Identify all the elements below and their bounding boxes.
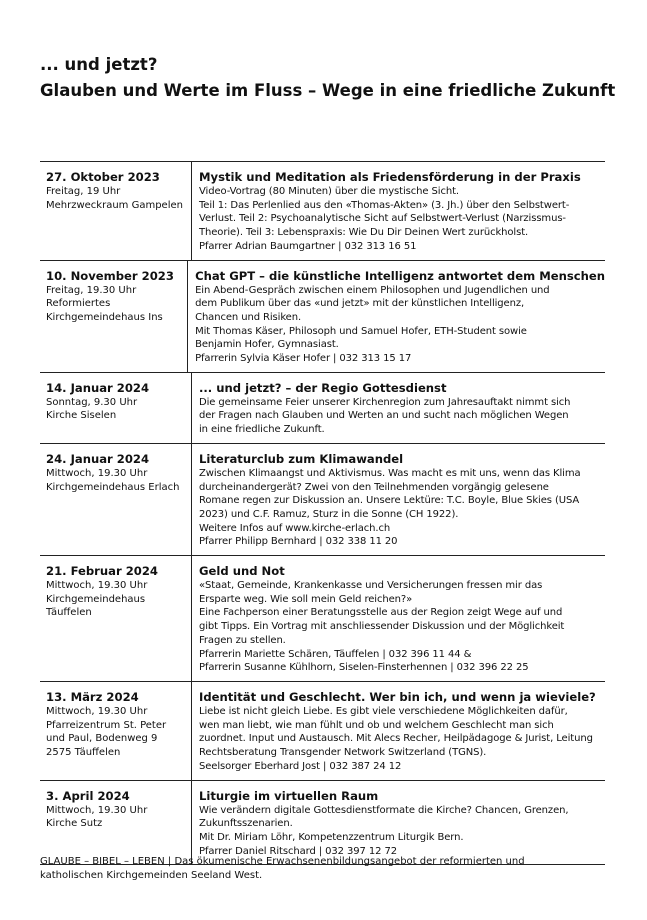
event-detail: Täuffelen [46,607,92,619]
event-text-line: Die gemeinsame Feier unserer Kirchenregion zum Jahresauftakt nimmt sich [199,396,571,408]
event-detail: Pfarreizentrum St. Peter [46,719,167,731]
footer [40,855,605,883]
events-table [40,161,605,865]
event-title: Mystik und Meditation als Friedensförderung in der Praxis [199,170,581,184]
event-row [40,444,605,556]
event-detail: Mittwoch, 19.30 Uhr [46,580,148,592]
event-detail: und Paul, Bodenweg 9 [46,733,158,745]
event-description-cell [192,556,605,681]
event-text-line: in eine friedliche Zukunft. [199,424,325,436]
event-text-line: Mit Dr. Miriam Löhr, Kompetenzzentrum Liturgik Bern. [199,831,464,843]
event-detail: Freitag, 19 Uhr [46,186,121,197]
event-info-cell [40,781,192,865]
event-title: Geld und Not [199,564,285,579]
event-text-line: Zukunftsszenarien. [199,818,293,830]
event-text-line: wen man liebt, wie man fühlt und ob und welchem Geschlecht man sich [199,719,554,731]
page-title [40,52,615,104]
event-text-line: Pfarrerin Mariette Schären, Täuffelen | 032 396 11 44 & [199,648,472,660]
event-text-line: Seelsorger Eberhard Jost | 032 387 24 12 [199,760,402,772]
event-text-line: Rechtsberatung Transgender Network Switzerland (TGNS). [199,747,487,759]
event-text-line: Pfarrerin Sylvia Käser Hofer | 032 313 15 17 [195,353,412,365]
event-text-line: Eine Fachperson einer Beratungsstelle aus der Region zeigt Wege auf und [199,607,563,619]
event-detail: Mittwoch, 19.30 Uhr [46,467,148,479]
event-info-cell [40,444,192,555]
event-info-cell [40,373,192,443]
event-row [40,682,605,781]
event-text-line: Liebe ist nicht gleich Liebe. Es gibt viele verschiedene Möglichkeiten dafür, [199,705,568,717]
event-detail: Reformiertes [46,298,111,310]
event-row [40,373,605,444]
event-description-cell [192,682,605,780]
event-info-cell [40,556,192,681]
event-description-cell [192,781,605,865]
event-date: 13. März 2024 [46,689,139,704]
event-detail: Kirche Sutz [46,818,103,830]
event-text-line: «Staat, Gemeinde, Krankenkasse und Versicherungen fressen mir das [199,580,543,592]
event-info-cell [40,162,192,260]
event-description-cell [192,444,605,555]
event-text-line: Pfarrer Daniel Ritschard | 032 397 12 72 [199,845,397,857]
footer-line-1: GLAUBE – BIBEL – LEBEN | Das ökumenische Erwachsenenbildungsangebot der reformierten und [40,856,525,867]
event-text-line: Benjamin Hofer, Gymnasiast. [195,339,339,351]
event-text-line: Wie verändern digitale Gottesdienstformate die Kirche? Chancen, Grenzen, [199,804,569,816]
event-text-line: durcheinandergerät? Zwei von den Teilnehmenden vorgängig gelesene [199,481,549,493]
event-date: 14. Januar 2024 [46,380,150,395]
event-text-line: Zwischen Klimaangst und Aktivismus. Was macht es mit uns, wenn das Klima [199,467,581,479]
event-detail: Mehrzweckraum Gampelen [46,199,183,211]
event-text-line: Fragen zu stellen. [199,634,286,646]
footer-line-2: katholischen Kirchgemeinden Seeland West. [40,870,263,881]
event-detail: Mittwoch, 19.30 Uhr [46,705,148,717]
event-date: 21. Februar 2024 [46,564,159,579]
event-description-cell [188,261,605,372]
event-title: ... und jetzt? – der Regio Gottesdienst [199,380,447,395]
event-detail: 2575 Täuffelen [46,747,121,759]
event-info-cell [40,682,192,780]
event-title: Liturgie im virtuellen Raum [199,788,379,803]
event-detail: Kirchgemeindehaus Erlach [46,481,180,493]
event-detail: Kirche Siselen [46,410,117,422]
title-line-1: ... und jetzt? [40,55,158,74]
event-title: Literaturclub zum Klimawandel [199,451,404,466]
event-text-line: zuordnet. Input und Austausch. Mit Alecs Recher, Heilpädagoge & Jurist, Leitung [199,733,593,745]
event-text-line: gibt Tipps. Ein Vortrag mit anschliessender Diskussion und der Möglichkeit [199,621,565,633]
event-date: 24. Januar 2024 [46,451,150,466]
event-text-line: Pfarrer Adrian Baumgartner | 032 313 16 51 [199,240,417,252]
event-text-line: Ersparte weg. Wie soll mein Geld reichen?» [199,593,413,605]
event-info-cell [40,261,188,372]
event-row [40,781,605,866]
event-text-line: Verlust. Teil 2: Psychoanalytische Sicht auf Selbstwert-Verlust (Narzissmus- [199,213,566,225]
title-line-2: Glauben und Werte im Fluss – Wege in eine friedliche Zukunft [40,81,616,100]
event-date: 10. November 2023 [46,268,174,283]
event-text-line: Theorie). Teil 3: Lebenspraxis: Wie Du Dir Deinen Wert zurückholst. [199,227,529,239]
event-text-line: 2023) und C.F. Ramuz, Sturz in die Sonne (CH 1922). [199,508,459,520]
event-text-line: Romane regen zur Diskussion an. Unsere Lektüre: T.C. Boyle, Blue Skies (USA [199,495,580,507]
event-text-line: Pfarrer Philipp Bernhard | 032 338 11 20 [199,536,398,548]
event-text-line: Pfarrerin Susanne Kühlhorn, Siselen-Finsterhennen | 032 396 22 25 [199,662,529,674]
event-title: Chat GPT – die künstliche Intelligenz antwortet dem Menschen [195,268,605,283]
event-row [40,162,605,261]
event-text-line: Ein Abend-Gespräch zwischen einem Philosophen und Jugendlichen und [195,284,550,296]
event-row [40,556,605,682]
event-text-line: dem Publikum über das «und jetzt» mit der künstlichen Intelligenz, [195,298,525,310]
event-detail: Freitag, 19.30 Uhr [46,284,137,296]
event-text-line: Mit Thomas Käser, Philosoph und Samuel Hofer, ETH-Student sowie [195,325,527,337]
event-detail: Kirchgemeindehaus [46,593,146,605]
event-text-line: Weitere Infos auf www.kirche-erlach.ch [199,522,391,534]
event-description-cell [192,373,605,443]
event-detail: Sonntag, 9.30 Uhr [46,396,138,408]
event-description-cell [192,162,605,260]
event-title: Identität und Geschlecht. Wer bin ich, und wenn ja wieviele? [199,689,596,704]
event-date: 3. April 2024 [46,788,130,803]
event-text-line: Teil 1: Das Perlenlied aus den «Thomas-Akten» (3. Jh.) über den Selbstwert- [199,199,570,211]
event-detail: Kirchgemeindehaus Ins [46,311,163,323]
event-row [40,261,605,373]
event-text-line: Chancen und Risiken. [195,311,302,323]
event-text-line: Video-Vortrag (80 Minuten) über die mystische Sicht. [199,186,459,197]
event-text-line: der Fragen nach Glauben und Werten an und sucht nach möglichen Wegen [199,410,569,422]
event-date: 27. Oktober 2023 [46,170,160,184]
event-detail: Mittwoch, 19.30 Uhr [46,804,148,816]
